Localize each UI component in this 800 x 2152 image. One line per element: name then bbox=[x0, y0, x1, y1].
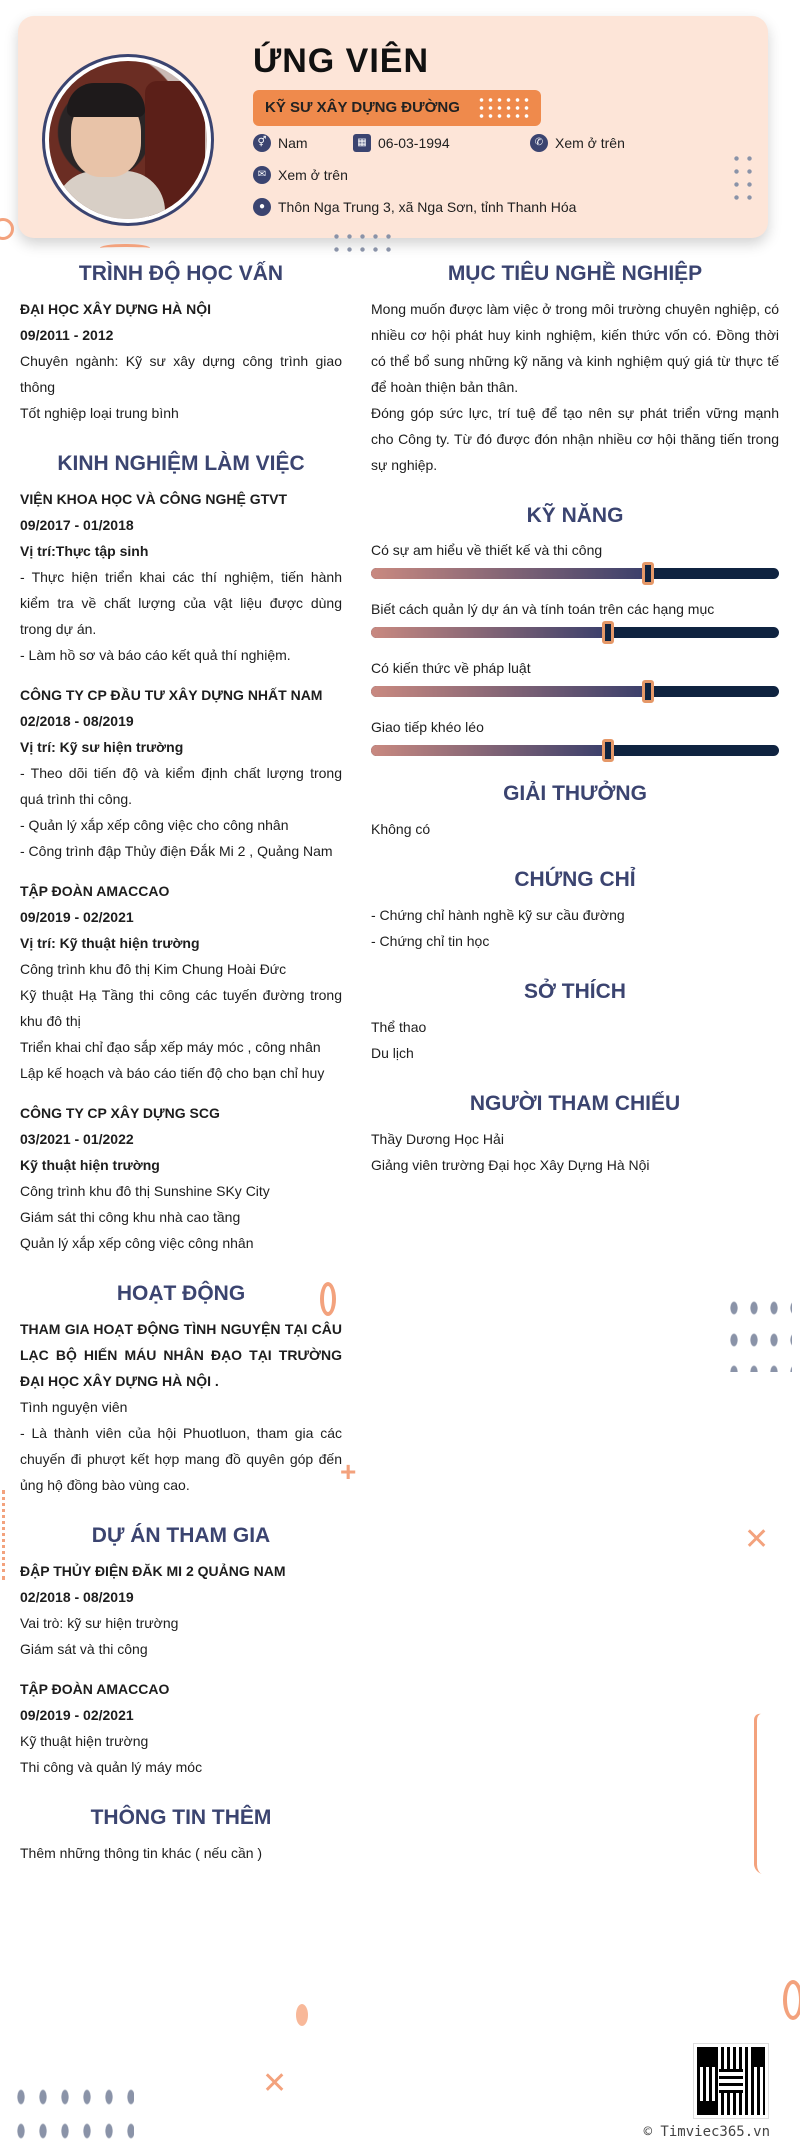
qr-code[interactable] bbox=[694, 2044, 768, 2118]
project-detail: Thi công và quản lý máy móc bbox=[20, 1759, 203, 1775]
objective-section bbox=[371, 262, 779, 478]
ring-decoration bbox=[783, 1980, 800, 2020]
certificate-item: - Chứng chỉ tin học bbox=[371, 933, 490, 949]
hobbies-section bbox=[371, 980, 779, 1066]
experience-detail: Kỹ thuật Hạ Tầng thi công các tuyến đường trong khu đô thị bbox=[20, 987, 342, 1029]
birthday-value: 06-03-1994 bbox=[378, 135, 450, 151]
job-title: KỸ SƯ XÂY DỰNG ĐƯỜNG bbox=[265, 99, 460, 116]
dots-decoration bbox=[10, 2080, 134, 2140]
experience-item bbox=[20, 878, 342, 1086]
project-period: 02/2018 - 08/2019 bbox=[20, 1589, 134, 1605]
calendar-icon: ▦ bbox=[353, 134, 371, 152]
project-name: TẬP ĐOÀN AMACCAO bbox=[20, 1681, 170, 1697]
project-item bbox=[20, 1676, 342, 1780]
right-column bbox=[371, 262, 779, 1204]
address-value: Thôn Nga Trung 3, xã Nga Sơn, tỉnh Thanh Hóa bbox=[278, 199, 577, 215]
more-info-text: Thêm những thông tin khác ( nếu cần ) bbox=[20, 1845, 263, 1861]
experience-period: 02/2018 - 08/2019 bbox=[20, 713, 134, 729]
experience-period: 09/2017 - 01/2018 bbox=[20, 517, 134, 533]
skill-item bbox=[371, 715, 779, 756]
experience-item bbox=[20, 682, 342, 864]
company-name: TẬP ĐOÀN AMACCAO bbox=[20, 883, 170, 899]
experience-detail: Công trình khu đô thị Sunshine SKy City bbox=[20, 1183, 270, 1199]
skill-bar bbox=[371, 745, 779, 756]
job-title-badge bbox=[253, 90, 541, 126]
phone-icon: ✆ bbox=[530, 134, 548, 152]
experience-detail: Triển khai chỉ đạo sắp xếp máy móc , công nhân bbox=[20, 1039, 321, 1055]
school-name: ĐẠI HỌC XÂY DỰNG HÀ NỘI bbox=[20, 301, 212, 317]
references-section bbox=[371, 1092, 779, 1178]
project-item bbox=[20, 1558, 342, 1662]
project-role: Kỹ thuật hiện trường bbox=[20, 1733, 149, 1749]
experience-period: 09/2019 - 02/2021 bbox=[20, 909, 134, 925]
reference-position: Giảng viên trường Đại học Xây Dựng Hà Nội bbox=[371, 1157, 650, 1173]
objective-paragraph: Đóng góp sức lực, trí tuệ để tạo nên sự phát triển vững mạnh cho Công ty. Từ đó được đón nhận nhiều cơ hội thăng tiến trong sự nghiệp. bbox=[371, 405, 779, 473]
experience-period: 03/2021 - 01/2022 bbox=[20, 1131, 134, 1147]
skills-title: KỸ NĂNG bbox=[526, 504, 624, 527]
reference-name: Thầy Dương Học Hải bbox=[371, 1131, 504, 1147]
activity-detail: - Là thành viên của hội Phuotluon, tham gia các chuyến đi phượt kết hợp mang đồ quyên góp đến ủng hộ đồng bào vùng cao. bbox=[20, 1425, 342, 1493]
more-info-title: THÔNG TIN THÊM bbox=[90, 1806, 272, 1829]
education-period: 09/2011 - 2012 bbox=[20, 327, 114, 343]
experience-position: Kỹ thuật hiện trường bbox=[20, 1157, 160, 1173]
plus-decoration: + bbox=[340, 1456, 357, 1487]
experience-detail: - Công trình đập Thủy điện Đắk Mi 2 , Quảng Nam bbox=[20, 843, 333, 859]
zigzag-decoration bbox=[754, 1712, 770, 1876]
email-item bbox=[253, 166, 348, 184]
education-major: Chuyên ngành: Kỹ sư xây dựng công trình giao thông bbox=[20, 353, 342, 395]
experience-item bbox=[20, 486, 342, 668]
skill-bar bbox=[371, 568, 779, 579]
address-item bbox=[253, 198, 576, 216]
project-period: 09/2019 - 02/2021 bbox=[20, 1707, 134, 1723]
awards-title: GIẢI THƯỞNG bbox=[503, 782, 647, 805]
objective-title: MỤC TIÊU NGHỀ NGHIỆP bbox=[447, 262, 703, 285]
dots-decoration bbox=[730, 152, 758, 206]
certificate-item: - Chứng chỉ hành nghề kỹ sư cầu đường bbox=[371, 907, 625, 923]
experience-detail: - Thực hiện triển khai các thí nghiệm, tiến hành kiểm tra về chất lượng của vật liệu được dùng trong dự án. bbox=[20, 569, 342, 637]
experience-section bbox=[20, 452, 342, 1256]
skill-item bbox=[371, 656, 779, 697]
activities-title: HOẠT ĐỘNG bbox=[116, 1282, 246, 1305]
experience-detail: - Theo dõi tiến độ và kiểm định chất lượng trong quá trình thi công. bbox=[20, 765, 342, 807]
education-section bbox=[20, 262, 342, 426]
skill-name: Giao tiếp khéo léo bbox=[371, 719, 484, 735]
skill-bar bbox=[371, 627, 779, 638]
experience-detail: Giám sát thi công khu nhà cao tầng bbox=[20, 1209, 241, 1225]
experience-title: KINH NGHIỆM LÀM VIỆC bbox=[57, 452, 305, 475]
avatar bbox=[42, 54, 214, 226]
hobby-item: Du lịch bbox=[371, 1045, 414, 1061]
activity-role: Tình nguyện viên bbox=[20, 1399, 128, 1415]
education-title: TRÌNH ĐỘ HỌC VẤN bbox=[78, 262, 284, 285]
birthday-item bbox=[353, 134, 450, 152]
awards-text: Không có bbox=[371, 821, 431, 837]
profile-photo bbox=[49, 61, 207, 219]
experience-detail: Công trình khu đô thị Kim Chung Hoài Đức bbox=[20, 961, 287, 977]
objective-paragraph: Mong muốn được làm việc ở trong môi trường chuyên nghiệp, có nhiều cơ hội phát huy kinh nghiệm, kiến thức vốn có. Đồng thời có thể bổ sung những kỹ năng và kinh nghiệm quý giá từ thực tế để hoàn thiện bản thân. bbox=[371, 301, 779, 395]
dot-decoration bbox=[296, 2004, 308, 2026]
phone-item bbox=[530, 134, 625, 152]
skills-section bbox=[371, 504, 779, 756]
email-value: Xem ở trên bbox=[278, 167, 348, 183]
hobby-item: Thể thao bbox=[371, 1019, 427, 1035]
dots-decoration bbox=[330, 230, 392, 260]
experience-item bbox=[20, 1100, 342, 1256]
gender-icon: ⚥ bbox=[253, 134, 271, 152]
gender-value: Nam bbox=[278, 135, 308, 151]
experience-position: Vị trí: Kỹ sư hiện trường bbox=[20, 739, 184, 755]
projects-title: DỰ ÁN THAM GIA bbox=[91, 1524, 271, 1547]
footer-brand[interactable]: © Timviec365.vn bbox=[643, 2124, 770, 2140]
phone-value: Xem ở trên bbox=[555, 135, 625, 151]
skill-name: Biết cách quản lý dự án và tính toán trên các hạng mục bbox=[371, 601, 715, 617]
education-grade: Tốt nghiệp loại trung bình bbox=[20, 405, 179, 421]
awards-section bbox=[371, 782, 779, 842]
project-name: ĐẬP THỦY ĐIỆN ĐĂK MI 2 QUẢNG NAM bbox=[20, 1563, 286, 1579]
experience-detail: - Làm hồ sơ và báo cáo kết quả thí nghiệm. bbox=[20, 647, 291, 663]
dots-decoration bbox=[477, 96, 529, 120]
skill-item bbox=[371, 538, 779, 579]
company-name: CÔNG TY CP XÂY DỰNG SCG bbox=[20, 1105, 220, 1121]
x-decoration: ✕ bbox=[262, 2066, 288, 2101]
x-decoration: ✕ bbox=[744, 1522, 770, 1557]
activities-section bbox=[20, 1282, 342, 1498]
references-title: NGƯỜI THAM CHIẾU bbox=[469, 1092, 681, 1115]
activity-heading: THAM GIA HOẠT ĐỘNG TÌNH NGUYỆN TẠI CÂU LẠC BỘ HIẾN MÁU NHÂN ĐẠO TẠI TRƯỜNG ĐẠI HỌC XÂY DỰNG HÀ NỘI . bbox=[20, 1321, 342, 1389]
company-name: CÔNG TY CP ĐẦU TƯ XÂY DỰNG NHẤT NAM bbox=[20, 687, 323, 703]
dots-decoration bbox=[724, 1292, 792, 1372]
candidate-name: ỨNG VIÊN bbox=[253, 42, 430, 80]
left-column bbox=[20, 262, 342, 1892]
certificates-section bbox=[371, 868, 779, 954]
location-pin-icon: ● bbox=[253, 198, 271, 216]
project-role: Vai trò: kỹ sư hiện trường bbox=[20, 1615, 179, 1631]
header-card bbox=[18, 16, 768, 238]
dotted-line-decoration bbox=[2, 1490, 6, 1580]
experience-position: Vị trí: Kỹ thuật hiện trường bbox=[20, 935, 200, 951]
mail-icon: ✉ bbox=[253, 166, 271, 184]
experience-detail: Lập kế hoạch và báo cáo tiến độ cho bạn chỉ huy bbox=[20, 1065, 325, 1081]
skill-name: Có kiến thức về pháp luật bbox=[371, 660, 531, 676]
certificates-title: CHỨNG CHỈ bbox=[514, 868, 636, 891]
company-name: VIỆN KHOA HỌC VÀ CÔNG NGHỆ GTVT bbox=[20, 491, 288, 507]
project-detail: Giám sát và thi công bbox=[20, 1641, 148, 1657]
hobbies-title: SỞ THÍCH bbox=[524, 980, 626, 1003]
skill-name: Có sự am hiểu về thiết kế và thi công bbox=[371, 542, 603, 558]
ring-decoration bbox=[0, 218, 14, 240]
skill-bar bbox=[371, 686, 779, 697]
experience-detail: Quản lý xắp xếp công việc công nhân bbox=[20, 1235, 254, 1251]
experience-position: Vị trí:Thực tập sinh bbox=[20, 543, 149, 559]
projects-section bbox=[20, 1524, 342, 1780]
experience-detail: - Quản lý xắp xếp công việc cho công nhân bbox=[20, 817, 289, 833]
gender-item bbox=[253, 134, 308, 152]
ring-decoration bbox=[320, 1282, 336, 1316]
wave-decoration bbox=[100, 244, 150, 252]
skill-item bbox=[371, 597, 779, 638]
more-info-section bbox=[20, 1806, 342, 1866]
